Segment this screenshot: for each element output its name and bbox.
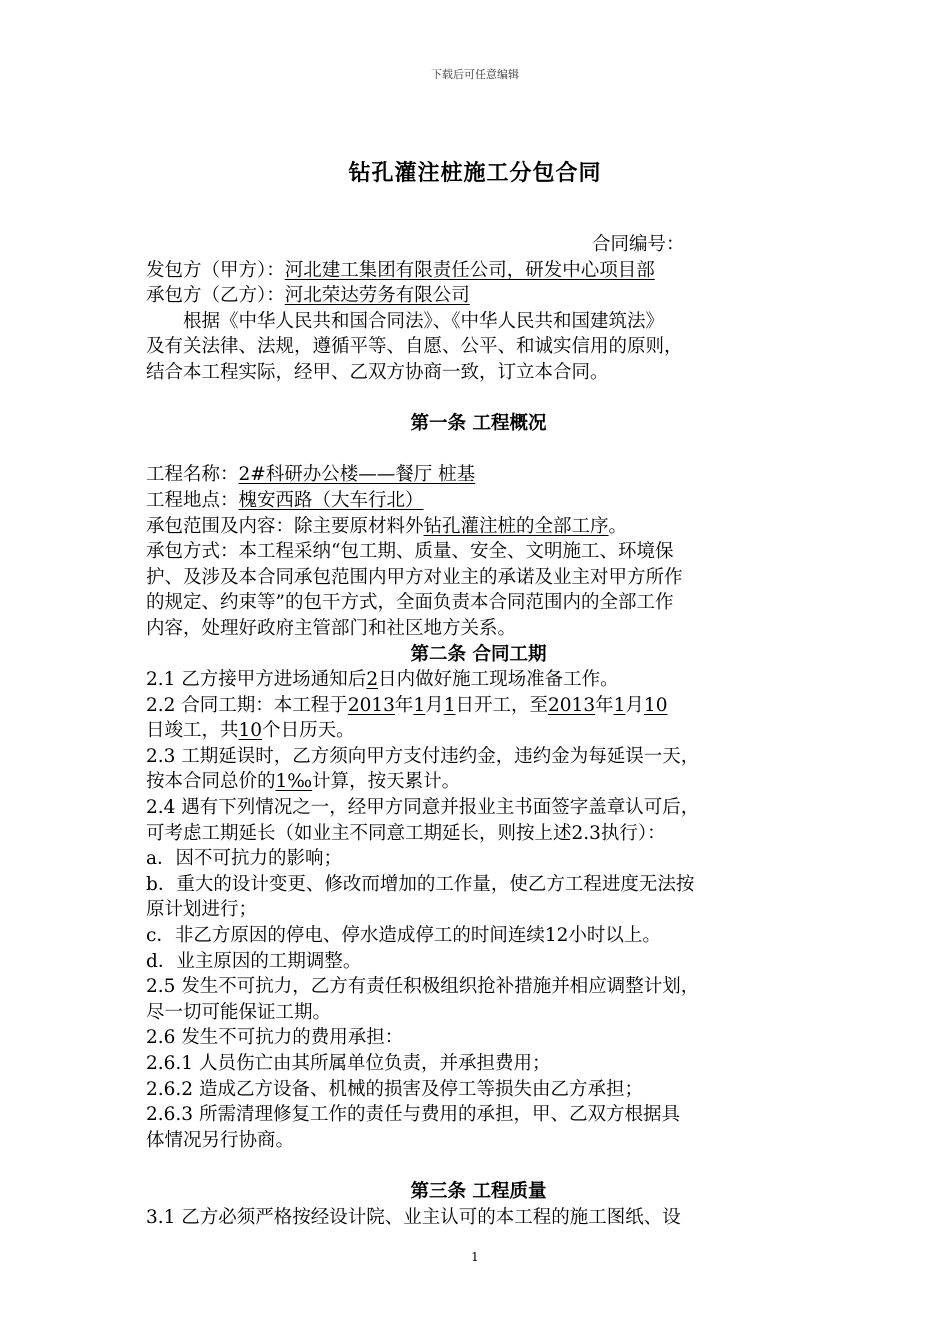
party-a-value: 河北建工集团有限责任公司，研发中心项目部 — [284, 259, 655, 281]
project-location-line — [146, 488, 811, 514]
clause-text: 日内做好施工现场准备工作。 — [378, 669, 619, 691]
clause-text: 按本合同总价的 — [146, 771, 276, 793]
clause-2-4-item: d．业主原因的工期调整。 — [146, 950, 362, 972]
clause-text: 年 — [595, 694, 614, 716]
start-year: 2013 — [347, 694, 395, 716]
penalty-rate: 1‰ — [275, 771, 313, 793]
intro-line: 结合本工程实际，经甲、乙双方协商一致，订立本合同。 — [146, 361, 609, 383]
clause-2-4: 可考虑工期延长（如业主不同意工期延长，则按上述2.3执行）： — [146, 822, 666, 844]
project-name-line — [146, 462, 811, 488]
clause-text: 月 — [625, 694, 644, 716]
contract-number-label: 合同编号： — [592, 234, 685, 255]
clause-2-6-3: 体情况另行协商。 — [146, 1129, 295, 1151]
section-1-title: 第一条 工程概况 — [410, 413, 547, 435]
clause-text: 年 — [394, 694, 414, 716]
project-name-value: 2#科研办公楼——餐厅 桩基 — [238, 464, 476, 486]
clause-text: 计算，按天累计。 — [312, 771, 461, 793]
clause-2-4-item: 原计划进行； — [146, 899, 258, 921]
start-month: 1 — [413, 694, 426, 716]
clause-text: 日竣工，共 — [146, 720, 239, 742]
party-a-label: 发包方（甲方）： — [146, 259, 285, 281]
intro-line: 及有关法律、法规，遵循平等、自愿、公平、和诚实信用的原则， — [146, 336, 683, 358]
party-b-line — [146, 283, 811, 309]
party-a-line — [146, 258, 811, 284]
intro-line: 根据《中华人民共和国合同法》、《中华人民共和国建筑法》 — [183, 310, 665, 332]
clause-2-4: 2.4 遇有下列情况之一，经甲方同意并报业主书面签字盖章认可后， — [146, 797, 700, 819]
mode-line: 护、及涉及本合同承包范围内甲方对业主的承诺及业主对甲方所作 — [146, 566, 683, 588]
clause-2-3-cont — [146, 769, 811, 795]
mode-line: 承包方式：本工程采纳“包工期、质量、安全、文明施工、环境保 — [146, 541, 674, 563]
clause-2-4-item: c．非乙方原因的停电、停水造成停工的时间连续12小时以上。 — [146, 925, 661, 947]
document-title: 钻孔灌注桩施工分包合同 — [348, 160, 602, 186]
start-day: 1 — [443, 694, 456, 716]
page-number: 1 — [471, 1250, 479, 1264]
clause-2-3: 2.3 工期延误时，乙方须向甲方支付违约金，违约金为每延误一天， — [146, 745, 700, 767]
project-name-label: 工程名称： — [146, 464, 239, 486]
project-location-value: 槐安西路（大车行北） — [238, 489, 424, 511]
scope-value: 钻孔灌注桩的全部工序 — [423, 515, 609, 537]
end-month: 1 — [613, 694, 626, 716]
prep-days: 2 — [366, 669, 379, 691]
section-3-title: 第三条 工程质量 — [410, 1180, 547, 1202]
clause-2-2-cont — [146, 718, 811, 744]
clause-text: 2.2 合同工期：本工程于 — [146, 694, 348, 716]
scope-line — [146, 514, 811, 540]
clause-2-2 — [146, 693, 811, 719]
scope-period: 。 — [608, 515, 628, 537]
project-location-label: 工程地点： — [146, 489, 239, 511]
clause-text: 月 — [425, 694, 444, 716]
end-day: 10 — [643, 694, 668, 716]
clause-2-5: 尽一切可能保证工期。 — [146, 1001, 332, 1023]
clause-2-5: 2.5 发生不可抗力，乙方有责任积极组织抢补措施并相应调整计划， — [146, 976, 700, 998]
clause-2-6-1: 2.6.1 人员伤亡由其所属单位负责，并承担费用； — [146, 1053, 551, 1074]
section-2-title: 第二条 合同工期 — [410, 643, 547, 665]
scope-label: 承包范围及内容：除主要原材料外 — [146, 515, 424, 537]
end-year: 2013 — [548, 694, 596, 716]
document-body — [146, 232, 811, 1230]
clause-2-6: 2.6 发生不可抗力的费用承担： — [146, 1027, 404, 1049]
clause-2-4-item: b．重大的设计变更、修改而增加的工作量，使乙方工程进度无法按 — [146, 873, 695, 895]
total-days: 10 — [238, 720, 263, 742]
mode-line: 内容，处理好政府主管部门和社区地方关系。 — [146, 617, 517, 639]
party-b-label: 承包方（乙方）： — [146, 285, 285, 307]
header-note: 下载后可任意编辑 — [431, 68, 519, 81]
clause-2-6-3: 2.6.3 所需清理修复工作的责任与费用的承担，甲、乙双方根据具 — [146, 1104, 680, 1126]
mode-line: 的规定、约束等”的包干方式，全面负责本合同范围内的全部工作 — [146, 592, 674, 614]
clause-2-6-2: 2.6.2 造成乙方设备、机械的损害及停工等损失由乙方承担； — [146, 1078, 643, 1100]
party-b-value: 河北荣达劳务有限公司 — [284, 285, 470, 307]
clause-text: 2.1 乙方接甲方进场通知后 — [146, 669, 367, 691]
clause-text: 日开工，至 — [455, 694, 549, 716]
clause-text: 个日历天。 — [262, 720, 355, 742]
clause-2-1 — [146, 667, 811, 693]
clause-2-4-item: a．因不可抗力的影响； — [146, 848, 343, 870]
clause-3-1: 3.1 乙方必须严格按经设计院、业主认可的本工程的施工图纸、设 — [146, 1206, 681, 1228]
